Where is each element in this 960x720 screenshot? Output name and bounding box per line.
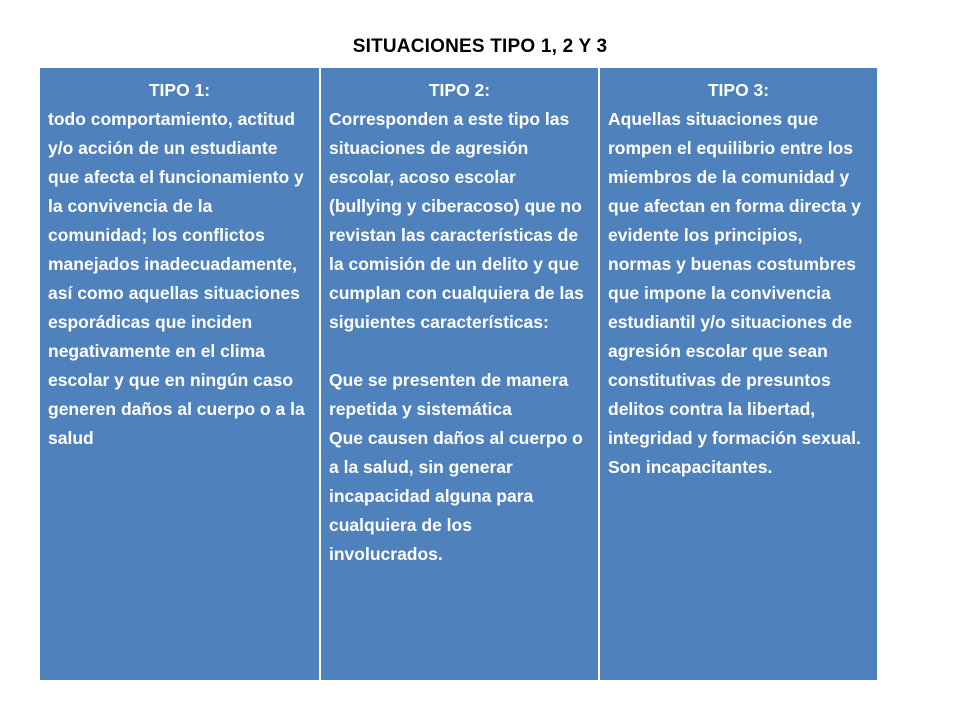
column-text: Aquellas situaciones que rompen el equilibrio entre los miembros de la comunidad y que afectan en forma directa y evidente los principios, normas y buenas costumbres que impone la convivencia estudiantil y/o situaciones de agresión escolar que sean constitutivas de presuntos delitos contra la libertad, integridad y formación sexual. Son incapacitantes. bbox=[608, 109, 861, 477]
situations-table bbox=[40, 68, 877, 680]
column-heading: TIPO 1: bbox=[148, 80, 211, 100]
column-heading: TIPO 3: bbox=[707, 80, 770, 100]
slide-title: SITUACIONES TIPO 1, 2 Y 3 bbox=[352, 36, 608, 57]
column-tipo-2 bbox=[319, 68, 598, 680]
column-tipo-1 bbox=[40, 68, 319, 680]
column-text: Corresponden a este tipo las situaciones de agresión escolar, acoso escolar (bullying y ciberacoso) que no revistan las características de la comisión de un delito y que cumplan con cualquiera de las siguientes características: Que se presenten de manera repetida y sistemática Que causen daños al cuerpo o a la salud, sin generar incapacidad alguna para cualquiera de los involucrados. bbox=[329, 109, 584, 564]
column-tipo-3 bbox=[598, 68, 877, 680]
column-heading: TIPO 2: bbox=[428, 80, 491, 100]
column-text: todo comportamiento, actitud y/o acción de un estudiante que afecta el funcionamiento y la convivencia de la comunidad; los conflictos manejados inadecuadamente, así como aquellas situaciones esporádicas que inciden negativamente en el clima escolar y que en ningún caso generen daños al cuerpo o a la salud bbox=[48, 109, 305, 448]
